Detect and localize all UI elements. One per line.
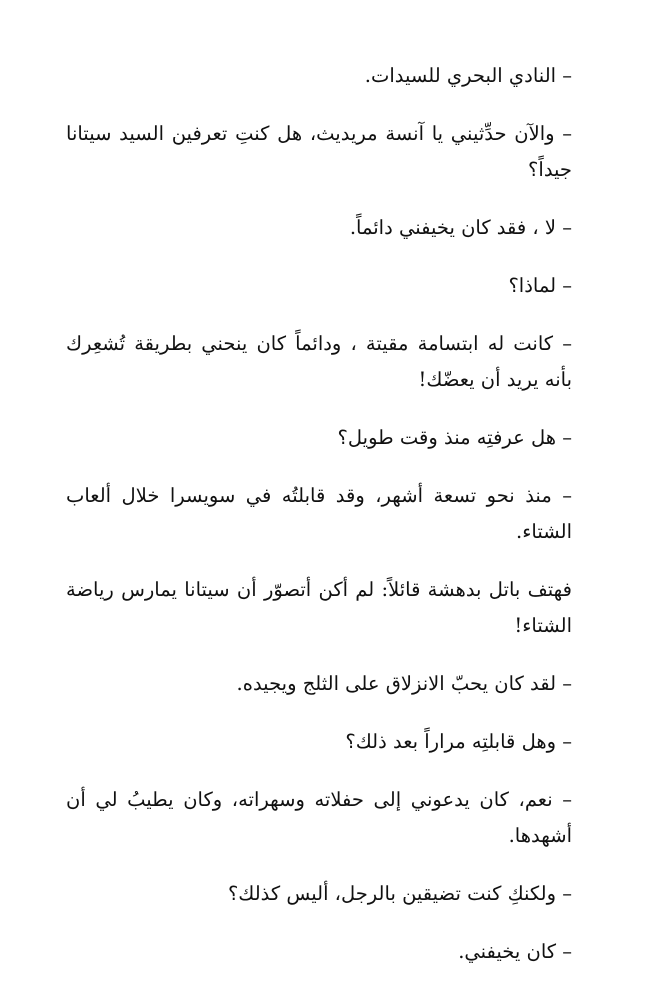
- dialogue-line: – كانت له ابتسامة مقيتة ، ودائماً كان ينحني بطريقة تُشعِرك بأنه يريد أن يعضّك!: [66, 332, 572, 391]
- book-page: [66, 58, 586, 970]
- dialogue-line: – لا ، فقد كان يخيفني دائماً.: [349, 216, 572, 239]
- narration-paragraph: فهتف باتل بدهشة قائلاً: لم أكن أتصوّر أن سيتانا يمارس رياضة الشتاء!: [66, 578, 572, 637]
- dialogue-line: – نعم، كان يدعوني إلى حفلاته وسهراته، وكان يطيبُ لي أن أشهدها.: [66, 788, 572, 847]
- dialogue-line: – هل عرفتِه منذ وقت طويل؟: [337, 426, 572, 449]
- dialogue-line: – منذ نحو تسعة أشهر، وقد قابلتُه في سويسرا خلال ألعاب الشتاء.: [66, 484, 572, 543]
- dialogue-line: – كان يخيفني.: [458, 940, 572, 963]
- dialogue-line: – ولكنكِ كنت تضيقين بالرجل، أليس كذلك؟: [227, 882, 572, 905]
- dialogue-line: – وهل قابلتِه مراراً بعد ذلك؟: [345, 730, 572, 753]
- dialogue-line: – والآن حدِّثيني يا آنسة مريديث، هل كنتِ تعرفين السيد سيتانا جيداً؟: [66, 122, 572, 181]
- dialogue-line: – لماذا؟: [508, 274, 572, 297]
- dialogue-line: – النادي البحري للسيدات.: [364, 64, 572, 87]
- dialogue-line: – لقد كان يحبّ الانزلاق على الثلج ويجيده.: [236, 672, 572, 695]
